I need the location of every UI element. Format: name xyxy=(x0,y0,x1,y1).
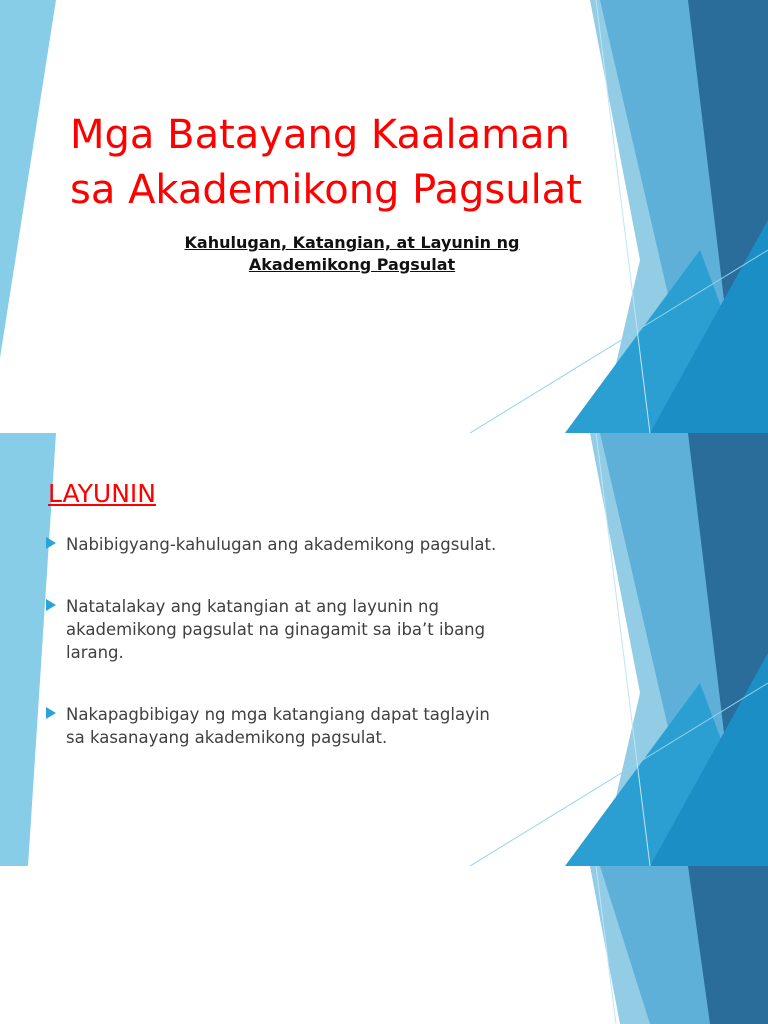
subtitle-line-1: Kahulugan, Katangian, at Layunin ng xyxy=(184,233,520,252)
title-slide xyxy=(0,0,768,433)
bullet-text: sa kasanayang akademikong pagsulat. xyxy=(66,728,388,747)
title-line-2: sa Akademikong Pagsulat xyxy=(70,167,582,213)
left-sliver xyxy=(0,0,56,358)
title-line-1: Mga Batayang Kaalaman xyxy=(70,112,570,158)
triangle-bullet-icon xyxy=(46,599,56,611)
triangle-bullet-icon xyxy=(46,537,56,549)
list-item xyxy=(44,595,574,664)
bullet-text: Nabibigyang-kahulugan ang akademikong pagsulat. xyxy=(66,535,497,554)
objectives-slide xyxy=(0,433,768,866)
slide-decoration xyxy=(0,866,768,1024)
bullet-text: akademikong pagsulat na ginagamit sa iba’t ibang xyxy=(66,620,486,639)
list-item xyxy=(44,533,574,556)
subtitle-line-2: Akademikong Pagsulat xyxy=(248,255,456,274)
objectives-list xyxy=(44,533,574,749)
slide-title xyxy=(70,108,582,218)
triangle-bullet-icon xyxy=(46,707,56,719)
list-item xyxy=(44,703,574,749)
bullet-text: Nakapagbibigay ng mga katangiang dapat taglayin xyxy=(66,705,490,724)
next-slide-partial xyxy=(0,866,768,1024)
slide-subtitle xyxy=(140,232,564,276)
objectives-heading: LAYUNIN xyxy=(48,479,157,508)
bullet-text: Natatalakay ang katangian at ang layunin ng xyxy=(66,597,439,616)
bullet-text: larang. xyxy=(66,643,124,662)
